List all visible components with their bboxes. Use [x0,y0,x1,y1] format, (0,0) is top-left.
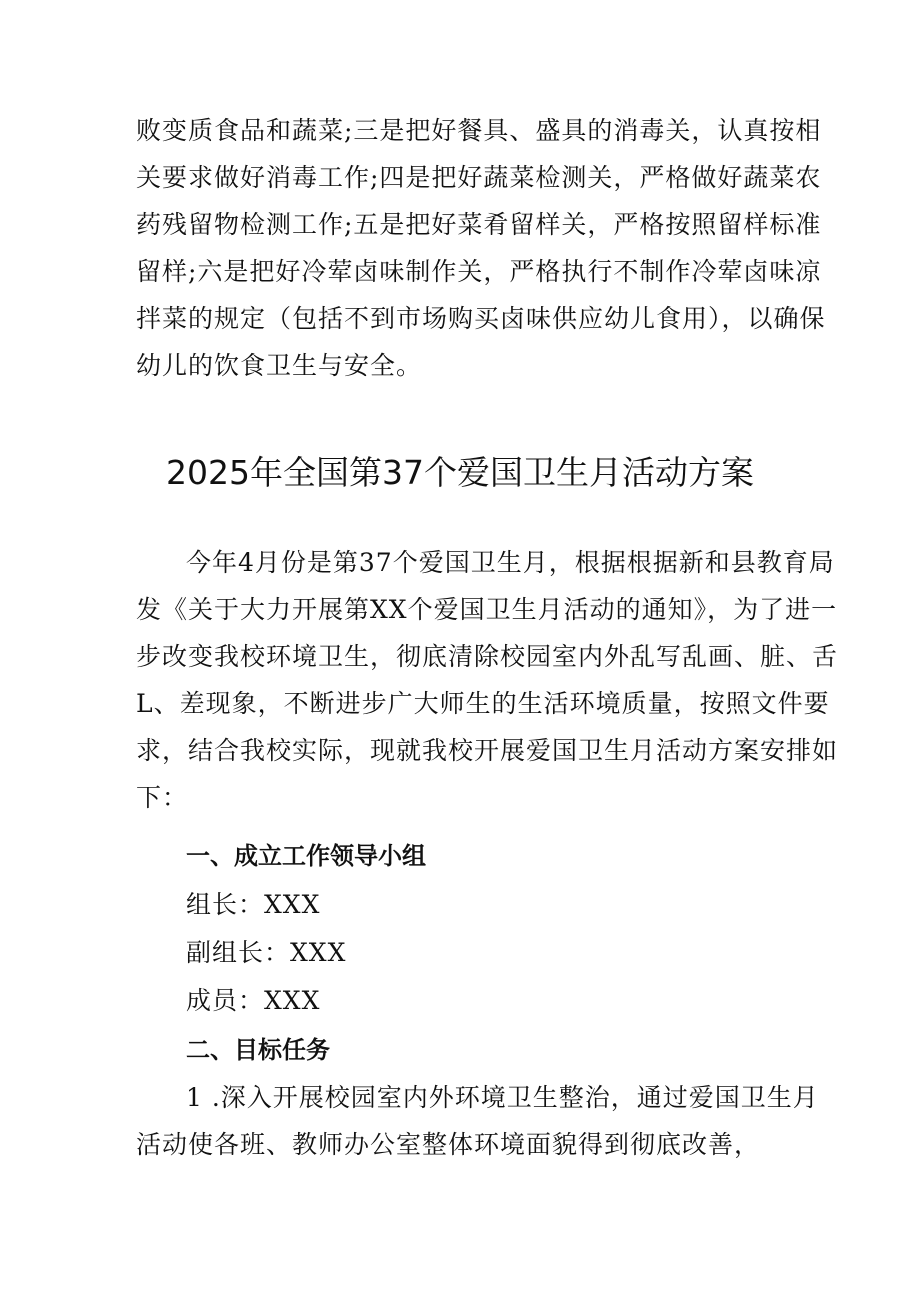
goal-item-line: 1 .深入开展校园室内外环境卫生整治，通过爱国卫生月 [186,1083,819,1112]
intro-line: 下： [136,783,189,812]
intro-line: 发《关于大力开展第XX个爱国卫生月活动的通知》，为了进一 [136,595,838,624]
section-heading-leadership: 一、成立工作领导小组 [186,842,426,870]
paragraph-line: 幼儿的饮食卫生与安全。 [136,351,423,380]
members-line: 成员：XXX [186,986,321,1015]
leader-line: 组长：XXX [186,890,321,919]
goal-item-line: 活动使各班、教师办公室整体环境面貌得到彻底改善， [136,1130,761,1159]
paragraph-line: 关要求做好消毒工作;四是把好蔬菜检测关，严格做好蔬菜农 [136,163,822,192]
intro-line: 求，结合我校实际，现就我校开展爱国卫生月活动方案安排如 [136,736,839,765]
document-title: 2025年全国第37个爱国卫生月活动方案 [166,453,754,492]
paragraph-line: 药残留物检测工作;五是把好菜肴留样关，严格按照留样标准 [136,210,822,239]
intro-line: 今年4月份是第37个爱国卫生月，根据根据新和县教育局 [186,548,835,577]
paragraph-line: 留样;六是把好冷荤卤味制作关，严格执行不制作冷荤卤味凉 [136,257,822,286]
intro-line: 步改变我校环境卫生，彻底清除校园室内外乱写乱画、脏、舌 [136,642,839,671]
deputy-leader-line: 副组长：XXX [186,938,347,967]
paragraph-line: 拌菜的规定（包括不到市场购买卤味供应幼儿食用），以确保 [136,304,826,333]
intro-line: L、差现象，不断进步广大师生的生活环境质量，按照文件要 [136,689,830,718]
paragraph-line: 败变质食品和蔬菜;三是把好餐具、盛具的消毒关，认真按相 [136,116,822,145]
section-heading-goals: 二、目标任务 [186,1036,330,1064]
